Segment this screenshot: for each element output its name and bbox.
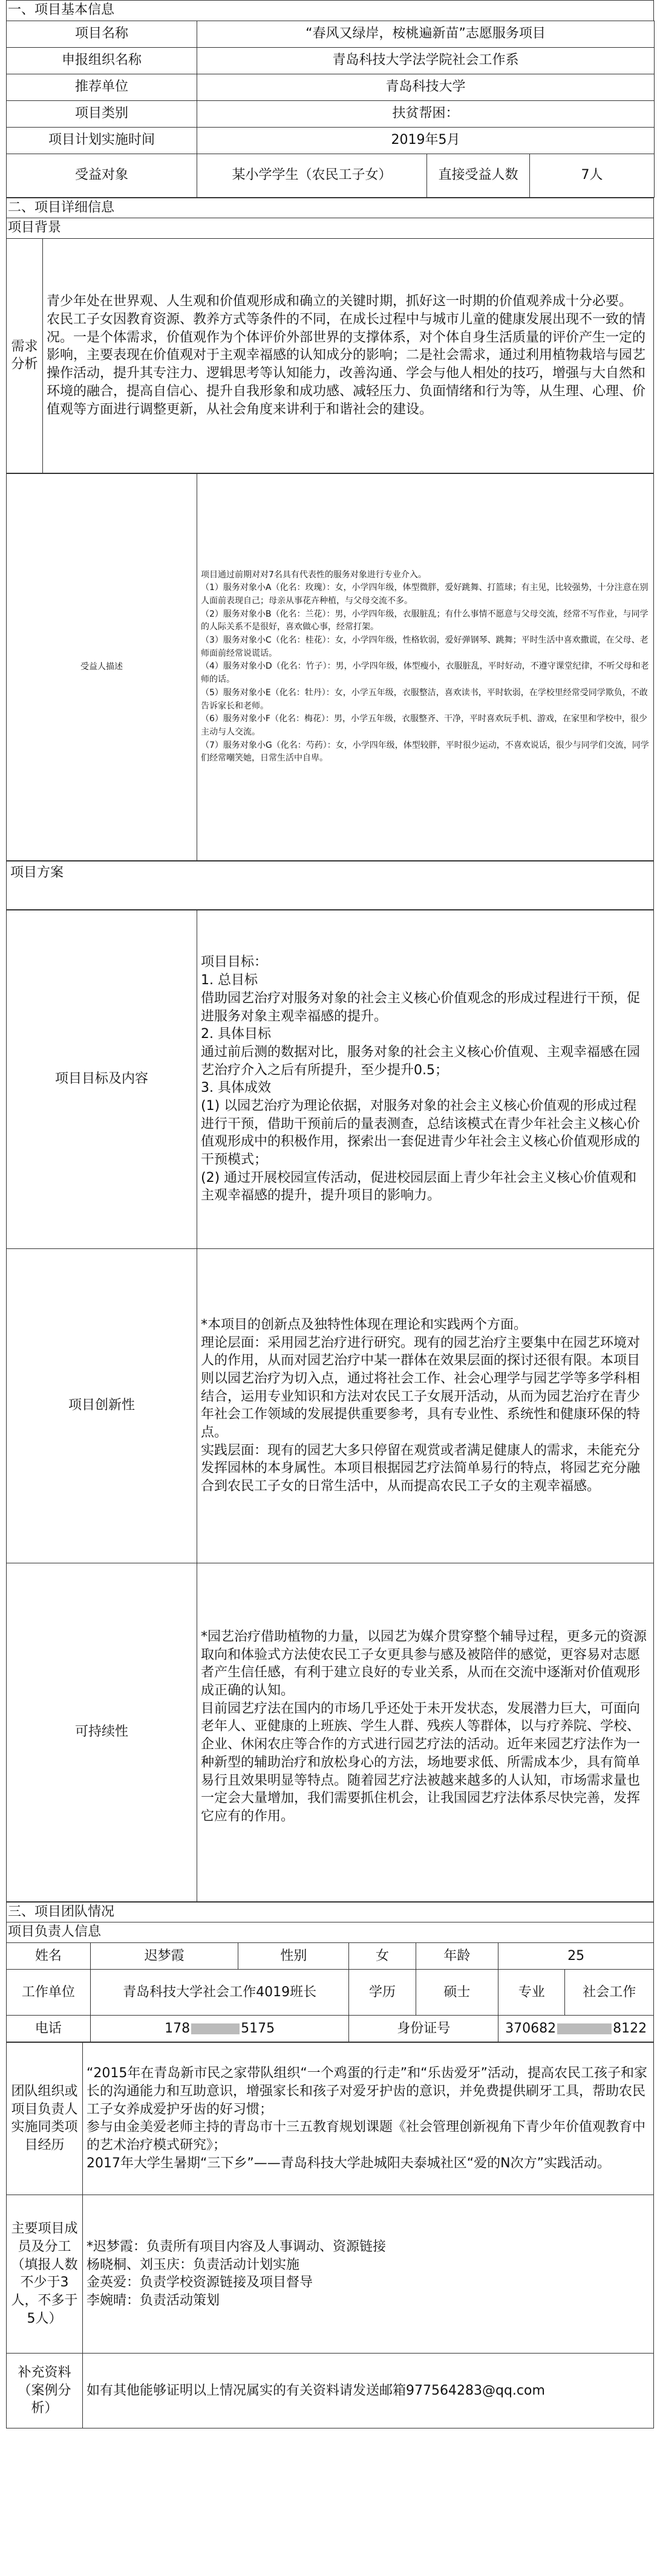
goals-text (197, 910, 654, 1248)
redaction-mask (557, 2023, 612, 2034)
innovation-line: *本项目的创新点及独特性体现在理论和实践两个方面。 (201, 1317, 528, 1332)
leader-info-title: 项目负责人信息 (6, 1922, 654, 1942)
needs-analysis-text (43, 238, 654, 473)
project-name-label: 项目名称 (7, 21, 197, 47)
beneficiary-desc-line: （7）服务对象小G（化名：芍药）：女，小学四年级，体型较胖，平时很少运动，不喜欢说话，很少与同学们交流，同学们经常嘲笑她，日常生活中自卑。 (201, 740, 649, 764)
redaction-mask (191, 2023, 240, 2034)
org-name-label: 申报组织名称 (7, 47, 197, 74)
sustainability-line: 目前园艺疗法在国内的市场几乎还处于未开发状态，发展潜力巨大，可面向老年人、亚健康的上班族、学生人群、残疾人等群体，以与疗养院、学校、企业、休闲农庄等合作的方式进行园艺疗法的活动。近年来园艺疗法作为一种新型的辅助治疗和放松身心的方法，场地要求低、所需成本少，具有简单易行且效果明显等特点。随着园艺疗法被越来越多的人认知，市场需求量也一定会大量增加，我们需要抓住机会，让我国园艺疗法体系尽快完善，发挥它应有的作用。 (201, 1701, 641, 1824)
members-label: 主要项目成员及分工（填报人数不少于3人，不多于5人） (7, 2195, 83, 2353)
beneficiary-desc-table (6, 473, 654, 861)
org-name-value: 青岛科技大学法学院社会工作系 (197, 47, 655, 74)
goals-line: 借助园艺治疗对服务对象的社会主义核心价值观念的形成过程进行干预，促进服务对象主观幸福感的提升。 (201, 990, 641, 1024)
plan-title-table (6, 861, 654, 910)
edu-label: 学历 (349, 1969, 416, 2015)
major-label: 专业 (498, 1969, 565, 2015)
id-value (498, 2015, 654, 2042)
background-table (6, 238, 654, 473)
supplement-text: 如有其他能够证明以上情况属实的有关资料请发送邮箱977564283@qq.com (83, 2353, 654, 2428)
age-label: 年龄 (416, 1942, 498, 1969)
major-value: 社会工作 (565, 1969, 654, 2015)
beneficiary-desc-line: （1）服务对象小A（化名：玫瑰）：女，小学四年级，体型微胖，爱好跳舞、打篮球；有主见，比较强势，十分注意在别人面前表现自己；母亲从事花卉种植，与父母交流不多。 (201, 583, 649, 606)
innovation-line: 理论层面：采用园艺治疗进行研究。现有的园艺治疗主要集中在园艺环境对人的作用，从而对园艺治疗中某一群体在效果层面的探讨还很有限。本项目则以园艺治疗为切入点，通过将社会工作、社会心理学与园艺学等多学科相结合，运用专业知识和方法对农民工子女展开活动，从而为园艺治疗在青少年社会工作领域的发展提供重要参考，具有专业性、系统性和健康环保的特点。 (201, 1335, 641, 1440)
members-line: 李婉晴：负责活动策划 (87, 2293, 220, 2309)
beneficiary-label: 受益对象 (7, 154, 197, 197)
experience-line: 2017年大学生暑期“三下乡”——青岛科技大学赴城阳夫泰城社区“爱的N次方”实践活动。 (87, 2155, 611, 2171)
phone-prefix: 178 (165, 2020, 191, 2036)
id-suffix: 8122 (613, 2020, 647, 2036)
edu-value: 硕士 (416, 1969, 498, 2015)
plan-table (6, 910, 654, 1902)
goals-line: 1. 总目标 (201, 973, 258, 988)
sustainability-label: 可持续性 (7, 1563, 197, 1901)
beneficiary-desc-line: （5）服务对象小E（化名：牡丹）：女，小学五年级，衣服整洁，喜欢读书，平时软弱，在学校里经常受同学欺负，不敢告诉家长和老师。 (201, 687, 648, 711)
needs-analysis-label: 需求分析 (7, 238, 43, 473)
beneficiary-desc-line: （4）服务对象小D（化名：竹子）：男，小学四年级，体型瘦小，衣服脏乱，平时好动，不遵守课堂纪律，不听父母和老师的话。 (201, 661, 649, 685)
team-table (6, 2042, 654, 2428)
gender-value: 女 (349, 1942, 416, 1969)
name-label: 姓名 (7, 1942, 91, 1969)
goals-line: (1) 以园艺治疗为理论依据，对服务对象的社会主义核心价值观的形成过程进行干预，借助干预前后的量表测查，总结该模式在青少年社会主义核心价值观形成中的积极作用，探索出一套促进青少年社会主义核心价值观形成的干预模式； (201, 1098, 641, 1168)
innovation-line: 实践层面：现有的园艺大多只停留在观赏或者满足健康人的需求，未能充分发挥园林的本身属性。本项目根据园艺疗法简单易行的特点，将园艺充分融合到农民工子女的日常生活中，从而提高农民工子女的主观幸福感。 (201, 1442, 641, 1494)
sustainability-line: *园艺治疗借助植物的力量，以园艺为媒介贯穿整个辅导过程，更多元的资源取向和体验式方法使农民工子女更具参与感及被陪伴的感觉，更容易对志愿者产生信任感，有利于建立良好的专业关系，从而在交流中逐渐对价值观形成正确的认知。 (201, 1629, 647, 1699)
needs-paragraph: 青少年处在世界观、人生观和价值观形成和确立的关键时期，抓好这一时期的价值观养成十分必要。 (47, 294, 633, 310)
beneficiary-desc-line: （2）服务对象小B（化名：兰花）：男，小学四年级，衣服脏乱；有什么事情不愿意与父母交流，经常不写作业，与同学的人际关系不是很好，喜欢做心事，经常打架。 (201, 609, 649, 632)
age-value: 25 (498, 1942, 654, 1969)
id-label: 身份证号 (349, 2015, 498, 2042)
schedule-label: 项目计划实施时间 (7, 127, 197, 154)
members-line: *迟梦霞：负责所有项目内容及人事调动、资源链接 (87, 2239, 387, 2255)
schedule-value: 2019年5月 (197, 127, 655, 154)
beneficiary-count-value: 7人 (530, 154, 655, 197)
leader-table (6, 1942, 654, 2042)
needs-paragraph: 农民工子女因教育资源、教养方式等条件的不同，在成长过程中与城市儿童的健康发展出现不一致的情况。一是个体需求，价值观作为个体评价外部世界的支撑体系，对个体自身生活质量的评价产生一定的影响，主要表现在价值观对于主观幸福感的认知成分的影响；二是社会需求，通过利用植物栽培与园艺操作活动，提升其专注力、逻辑思考等认知能力，改善沟通、学会与他人相处的技巧，增强与大自然和环境的融合，提高自信心、提升自我形象和成功感、减轻压力、负面情绪和行为等，从生理、心理、价值观等方面进行调整更新，从社会角度来讲利于和谐社会的建设。 (47, 312, 646, 417)
basic-info-table (6, 21, 655, 198)
beneficiary-desc-line: （6）服务对象小F（化名：梅花）：男，小学五年级，衣服整齐、干净，平时喜欢玩手机、游戏，在家里和学校中，很少主动与人交流。 (201, 714, 647, 737)
experience-line: “2015年在青岛新市民之家带队组织“一个鸡蛋的行走”和“乐齿爱牙”活动，提高农民工孩子和家长的沟通能力和互助意识，增强家长和孩子对爱牙护齿的意识，并免费提供刷牙工具，帮助农民工子女养成爱护牙齿的好习惯； (87, 2066, 647, 2117)
category-label: 项目类别 (7, 100, 197, 127)
beneficiary-value: 某小学学生（农民工子女） (197, 154, 427, 197)
experience-line: 参与由金美爱老师主持的青岛市十三五教育规划课题《社会管理创新视角下青少年价值观教育中的艺术治疗模式研究》； (87, 2120, 646, 2153)
plan-title: 项目方案 (7, 861, 654, 909)
id-prefix: 370682 (505, 2020, 557, 2036)
beneficiary-desc-text (197, 473, 654, 860)
section-team-title: 三、项目团队情况 (6, 1902, 654, 1922)
experience-text (83, 2042, 654, 2195)
members-line: 杨晓桐、刘玉庆：负责活动计划实施 (87, 2257, 300, 2273)
goals-line: (2) 通过开展校园宣传活动，促进校园层面上青少年社会主义核心价值观和主观幸福感的提升，提升项目的影响力。 (201, 1170, 637, 1204)
supplement-label: 补充资料（案例分析） (7, 2353, 83, 2428)
beneficiary-desc-line: （3）服务对象小C（化名：桂花）：女，小学四年级，性格软弱，爱好弹钢琴、跳舞；平时生活中喜欢撒谎，在父母、老师面前经常说谎话。 (201, 635, 649, 658)
goals-line: 通过前后测的数据对比，服务对象的社会主义核心价值观、主观幸福感在园艺治疗介入之后有所提升，至少提升0.5； (201, 1044, 641, 1078)
members-text (83, 2195, 654, 2353)
gender-label: 性别 (238, 1942, 349, 1969)
phone-label: 电话 (7, 2015, 91, 2042)
work-value: 青岛科技大学社会工作4019班长 (90, 1969, 349, 2015)
recommender-value: 青岛科技大学 (197, 74, 655, 100)
work-label: 工作单位 (7, 1969, 91, 2015)
innovation-label: 项目创新性 (7, 1248, 197, 1563)
recommender-label: 推荐单位 (7, 74, 197, 100)
phone-suffix: 5175 (241, 2020, 275, 2036)
goals-label: 项目目标及内容 (7, 910, 197, 1248)
beneficiary-desc-label: 受益人描述 (7, 473, 197, 860)
members-line: 金英爱：负责学校资源链接及项目督导 (87, 2275, 313, 2291)
goals-line: 3. 具体成效 (201, 1080, 271, 1096)
experience-label: 团队组织或项目负责人实施同类项目经历 (7, 2042, 83, 2195)
beneficiary-count-label: 直接受益人数 (427, 154, 530, 197)
project-name-value: “春风又绿岸，桉桃遍新苗”志愿服务项目 (197, 21, 655, 47)
application-form (6, 0, 654, 2428)
phone-value (90, 2015, 349, 2042)
goals-line: 2. 具体目标 (201, 1027, 271, 1042)
section-basic-info-title: 一、项目基本信息 (6, 0, 654, 21)
beneficiary-desc-line: 项目通过前期对对7名具有代表性的服务对象进行专业介入。 (201, 569, 426, 580)
name-value: 迟梦霞 (90, 1942, 238, 1969)
section-detail-title: 二、项目详细信息 (6, 198, 654, 218)
sustainability-text (197, 1563, 654, 1901)
innovation-text (197, 1248, 654, 1563)
goals-line: 项目目标： (201, 955, 268, 970)
category-value: 扶贫帮困： (197, 100, 655, 127)
background-title: 项目背景 (6, 218, 654, 238)
